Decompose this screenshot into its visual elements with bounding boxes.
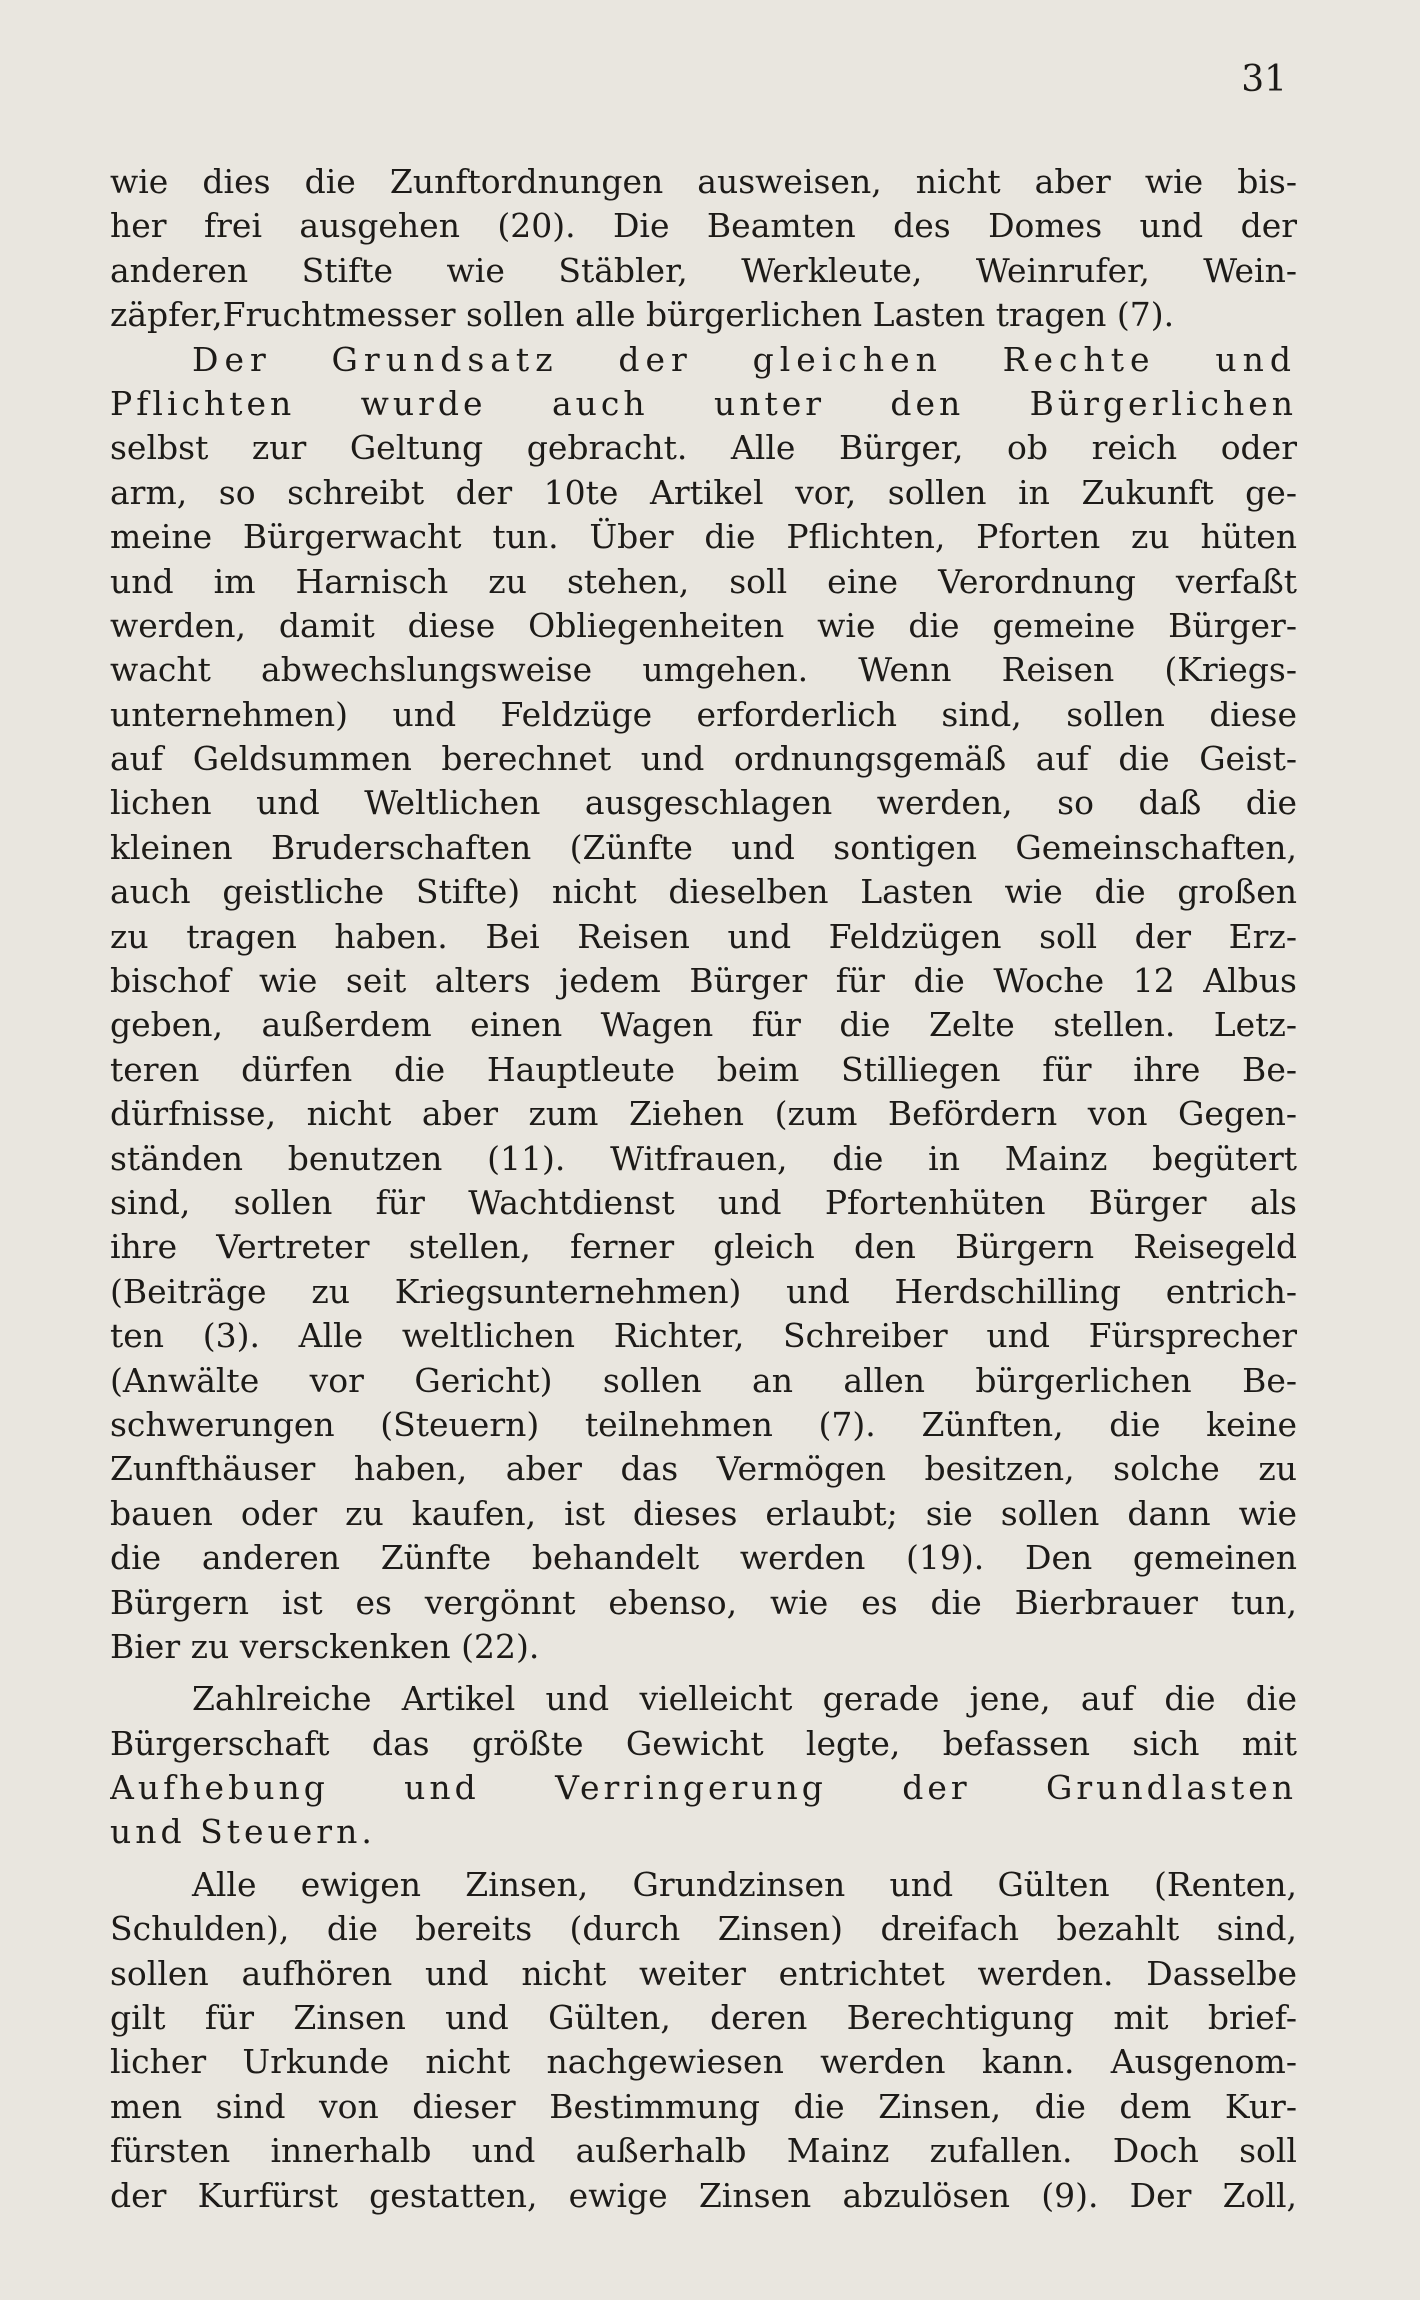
- text-line: anderen Stifte wie Stäbler, Werkleute, Weinrufer, Wein-: [110, 250, 1297, 290]
- spaced-emphasis-line: Pflichten wurde auch unter den Bürgerlichen: [110, 383, 1297, 423]
- text-line: teren dürfen die Hauptleute beim Stilliegen für ihre Be-: [110, 1049, 1297, 1089]
- text-line: und im Harnisch zu stehen, soll eine Verordnung verfaßt: [110, 561, 1297, 601]
- text-line: unternehmen) und Feldzüge erforderlich sind, sollen diese: [110, 694, 1297, 734]
- text-line: licher Urkunde nicht nachgewiesen werden kann. Ausgenom-: [110, 2042, 1297, 2082]
- text-line: (Anwälte vor Gericht) sollen an allen bürgerlichen Be-: [110, 1360, 1297, 1400]
- text-line: Bürgerschaft das größte Gewicht legte, befassen sich mit: [110, 1723, 1297, 1763]
- text-line: selbst zur Geltung gebracht. Alle Bürger, ob reich oder: [110, 428, 1297, 468]
- text-line: gilt für Zinsen und Gülten, deren Berechtigung mit brief-: [110, 1998, 1297, 2038]
- text-line: geben, außerdem einen Wagen für die Zelte stellen. Letz-: [110, 1005, 1297, 1045]
- text-line: schwerungen (Steuern) teilnehmen (7). Zünften, die keine: [110, 1404, 1297, 1444]
- text-line: zu tragen haben. Bei Reisen und Feldzügen soll der Erz-: [110, 916, 1297, 956]
- text-line: bischof wie seit alters jedem Bürger für die Woche 12 Albus: [110, 961, 1297, 1001]
- text-line: Bier zu versckenken (22).: [110, 1626, 540, 1666]
- text-line: sollen aufhören und nicht weiter entrichtet werden. Dasselbe: [110, 1953, 1297, 1993]
- text-line: Schulden), die bereits (durch Zinsen) dreifach bezahlt sind,: [110, 1909, 1297, 1949]
- text-line: werden, damit diese Obliegenheiten wie die gemeine Bürger-: [110, 605, 1297, 645]
- text-line: ten (3). Alle weltlichen Richter, Schreiber und Fürsprecher: [110, 1316, 1297, 1356]
- text-line: dürfnisse, nicht aber zum Ziehen (zum Befördern von Gegen-: [110, 1094, 1297, 1134]
- text-line: wie dies die Zunftordnungen ausweisen, nicht aber wie bis-: [110, 162, 1297, 201]
- text-line: Zunfthäuser haben, aber das Vermögen besitzen, solche zu: [110, 1449, 1297, 1489]
- text-line: wacht abwechslungsweise umgehen. Wenn Reisen (Kriegs-: [110, 650, 1297, 690]
- text-line: (Beiträge zu Kriegsunternehmen) und Herdschilling entrich-: [110, 1271, 1297, 1311]
- spaced-emphasis-line: Aufhebung und Verringerung der Grundlasten: [110, 1768, 1297, 1808]
- text-line: Bürgern ist es vergönnt ebenso, wie es die Bierbrauer tun,: [110, 1582, 1297, 1622]
- text-line: ständen benutzen (11). Witfrauen, die in Mainz begütert: [110, 1138, 1297, 1178]
- text-line: fürsten innerhalb und außerhalb Mainz zufallen. Doch soll: [110, 2131, 1297, 2171]
- text-line: die anderen Zünfte behandelt werden (19). Den gemeinen: [110, 1538, 1297, 1578]
- text-line: Alle ewigen Zinsen, Grundzinsen und Gülten (Renten,: [192, 1864, 1297, 1904]
- spaced-emphasis-line: und Steuern.: [110, 1812, 376, 1852]
- text-line: auch geistliche Stifte) nicht dieselben Lasten wie die großen: [110, 872, 1297, 912]
- text-line: men sind von dieser Bestimmung die Zinsen, die dem Kur-: [110, 2086, 1297, 2126]
- body-text: [110, 160, 1297, 2218]
- spaced-emphasis-line: Der Grundsatz der gleichen Rechte und: [192, 339, 1297, 379]
- text-line: bauen oder zu kaufen, ist dieses erlaubt; sie sollen dann wie: [110, 1493, 1297, 1533]
- text-line: lichen und Weltlichen ausgeschlagen werden, so daß die: [110, 783, 1297, 823]
- text-line: auf Geldsummen berechnet und ordnungsgemäß auf die Geist-: [110, 739, 1297, 779]
- text-line: der Kurfürst gestatten, ewige Zinsen abzulösen (9). Der Zoll,: [110, 2175, 1297, 2215]
- text-line: meine Bürgerwacht tun. Über die Pflichten, Pforten zu hüten: [110, 517, 1297, 557]
- text-line: zäpfer,Fruchtmesser sollen alle bürgerlichen Lasten tragen (7).: [110, 295, 1175, 335]
- text-line: kleinen Bruderschaften (Zünfte und sontigen Gemeinschaften,: [110, 827, 1297, 867]
- text-line: her frei ausgehen (20). Die Beamten des Domes und der: [110, 206, 1297, 246]
- text-line: Zahlreiche Artikel und vielleicht gerade jene, auf die die: [192, 1679, 1297, 1719]
- text-line: arm, so schreibt der 10te Artikel vor, sollen in Zukunft ge-: [110, 472, 1297, 512]
- text-line: sind, sollen für Wachtdienst und Pfortenhüten Bürger als: [110, 1182, 1297, 1222]
- page-number: 31: [1241, 59, 1287, 100]
- text-line: ihre Vertreter stellen, ferner gleich den Bürgern Reisegeld: [110, 1227, 1297, 1267]
